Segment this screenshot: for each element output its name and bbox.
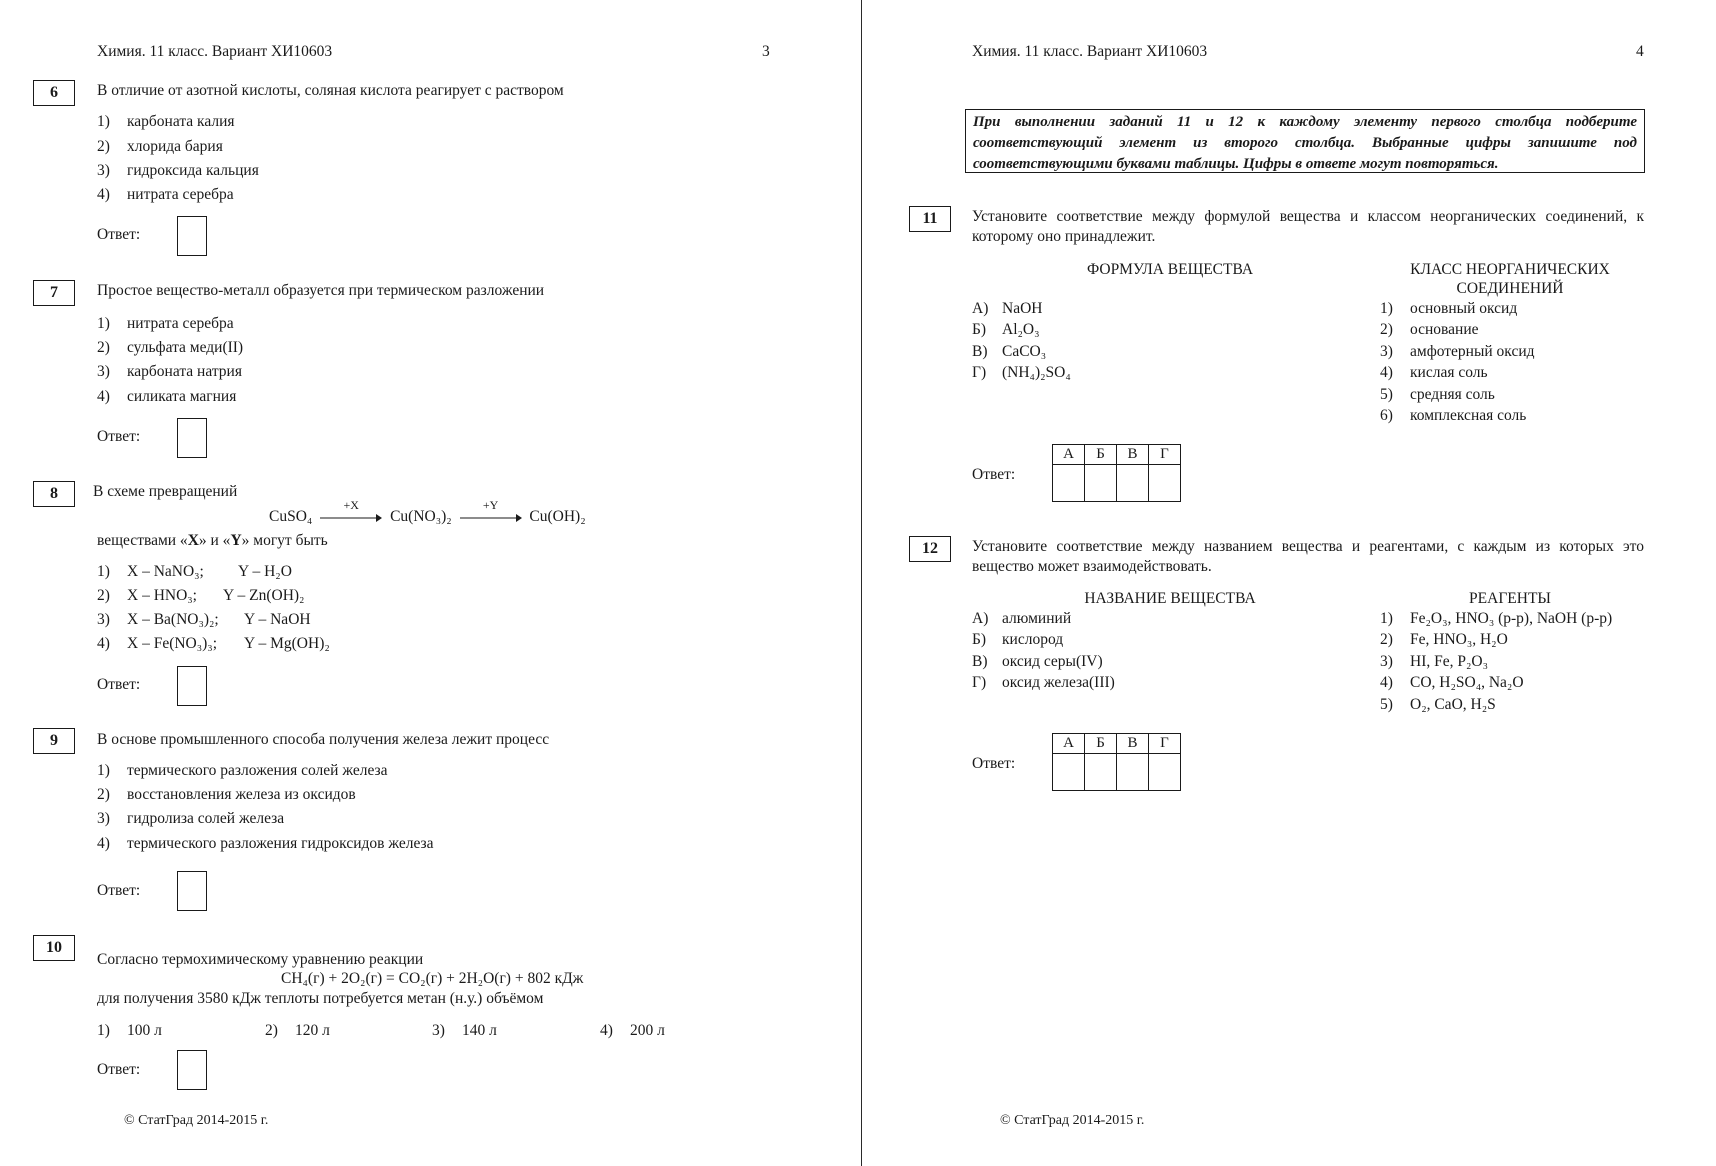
q11-right-item-2: 2) основание [1380, 321, 1479, 338]
q7-option-1[interactable]: 1) нитрата серебра [97, 315, 234, 332]
q11-left-item-b: Б) Al₂O₃ [972, 321, 1040, 338]
q12-left-item-a: А) алюминий [972, 610, 1072, 627]
q8-answer-label: Ответ: [97, 676, 141, 693]
q8-option-4[interactable]: 4) X – Fe(NO₃)₃; Y – Mg(OH)₂ [97, 635, 330, 652]
q12-right-item-3: 3) HI, Fe, P₂O₃ [1380, 653, 1488, 670]
q7-answer-label: Ответ: [97, 428, 141, 445]
q6-option-4[interactable]: 4) нитрата серебра [97, 186, 234, 203]
q8-option-2[interactable]: 2) X – HNO₃; Y – Zn(OH)₂ [97, 587, 305, 604]
q10-option-2[interactable]: 2) 120 л [265, 1022, 330, 1039]
q12-answer-label: Ответ: [972, 755, 1016, 772]
question-number-8: 8 [33, 481, 75, 507]
q10-equation: CH₄(г) + 2O₂(г) = CO₂(г) + 2H₂O(г) + 802 кДж [281, 970, 584, 987]
q12-right-item-1: 1) Fe₂O₃, HNO₃ (р-р), NaOH (р-р) [1380, 610, 1613, 627]
q6-answer-label: Ответ: [97, 226, 141, 243]
question-number-10: 10 [33, 935, 75, 961]
question-number-11: 11 [909, 206, 951, 232]
q11-answer-cell-b[interactable] [1085, 465, 1117, 502]
q6-option-2[interactable]: 2) хлорида бария [97, 138, 223, 155]
q12-col-a: А [1053, 734, 1085, 754]
left-page-footer: © СтатГрад 2014-2015 г. [124, 1113, 269, 1128]
question-10-text: Согласно термохимическому уравнению реакции [97, 951, 424, 968]
page-divider [861, 0, 862, 1166]
q8-option-1[interactable]: 1) X – NaNO₃; Y – H₂O [97, 563, 292, 580]
q12-col-c: В [1117, 734, 1149, 754]
question-8-text-2: веществами «X» и «Y» могут быть [97, 532, 328, 549]
q12-col-b: Б [1085, 734, 1117, 754]
arrow-y: +Y [460, 510, 522, 524]
q9-option-4[interactable]: 4) термического разложения гидроксидов железа [97, 835, 434, 852]
q11-col1-header: ФОРМУЛА ВЕЩЕСТВА [1086, 261, 1254, 278]
q11-answer-cell-a[interactable] [1053, 465, 1085, 502]
q11-right-item-5: 5) средняя соль [1380, 386, 1495, 403]
q11-col2-header: КЛАСС НЕОРГАНИЧЕСКИХ СОЕДИНЕНИЙ [1410, 261, 1610, 297]
q10-option-3[interactable]: 3) 140 л [432, 1022, 497, 1039]
q11-col-a: А [1053, 445, 1085, 465]
q10-answer-box[interactable] [177, 1050, 207, 1090]
q12-col-d: Г [1149, 734, 1181, 754]
q8-option-3[interactable]: 3) X – Ba(NO₃)₂; Y – NaOH [97, 611, 311, 628]
q11-left-item-a: А) NaOH [972, 300, 1043, 317]
q6-option-3[interactable]: 3) гидроксида кальция [97, 162, 259, 179]
q12-right-item-2: 2) Fe, HNO₃, H₂O [1380, 631, 1508, 648]
left-page-header: Химия. 11 класс. Вариант ХИ10603 [97, 43, 333, 60]
q11-right-item-1: 1) основный оксид [1380, 300, 1518, 317]
q7-option-3[interactable]: 3) карбоната натрия [97, 363, 242, 380]
question-9-text: В основе промышленного способа получения железа лежит процесс [97, 731, 550, 748]
q12-col1-header: НАЗВАНИЕ ВЕЩЕСТВА [1084, 590, 1256, 607]
scheme-middle: Cu(NO₃)₂ [390, 508, 452, 525]
arrow-right-icon [320, 514, 382, 522]
q11-col-c: В [1117, 445, 1149, 465]
scheme-end: Cu(OH)₂ [529, 508, 586, 525]
q11-left-item-d: Г) (NH₄)₂SO₄ [972, 364, 1071, 381]
q9-option-2[interactable]: 2) восстановления железа из оксидов [97, 786, 356, 803]
instruction-notice: При выполнении заданий 11 и 12 к каждому элементу первого столбца подберите соответствующий элемент из второго столбца. Выбранные цифры запишите под соответствующими буквами таблицы. Цифры в ответе могут повторяться. [965, 109, 1645, 173]
left-page-number: 3 [762, 43, 770, 60]
q11-right-item-4: 4) кислая соль [1380, 364, 1488, 381]
q12-answer-cell-b[interactable] [1085, 754, 1117, 791]
question-number-12: 12 [909, 536, 951, 562]
q9-option-1[interactable]: 1) термического разложения солей железа [97, 762, 388, 779]
q10-option-1[interactable]: 1) 100 л [97, 1022, 162, 1039]
q6-option-1[interactable]: 1) карбоната калия [97, 113, 235, 130]
right-page-number: 4 [1636, 43, 1644, 60]
q7-option-4[interactable]: 4) силиката магния [97, 388, 237, 405]
q11-col-b: Б [1085, 445, 1117, 465]
q8-transformation-scheme [269, 498, 586, 526]
q12-answer-cell-c[interactable] [1117, 754, 1149, 791]
q12-col2-header: РЕАГЕНТЫ [1469, 590, 1551, 607]
q9-answer-box[interactable] [177, 871, 207, 911]
question-number-6: 6 [33, 80, 75, 106]
q11-answer-cell-c[interactable] [1117, 465, 1149, 502]
q10-option-4[interactable]: 4) 200 л [600, 1022, 665, 1039]
q11-left-item-c: В) CaCO₃ [972, 343, 1047, 360]
q11-col-d: Г [1149, 445, 1181, 465]
q11-right-item-3: 3) амфотерный оксид [1380, 343, 1535, 360]
q12-right-item-5: 5) O₂, CaO, H₂S [1380, 696, 1496, 713]
q12-right-item-4: 4) CO, H₂SO₄, Na₂O [1380, 674, 1524, 691]
q8-answer-box[interactable] [177, 666, 207, 706]
question-number-7: 7 [33, 280, 75, 306]
question-7-text: Простое вещество-металл образуется при термическом разложении [97, 282, 545, 299]
q6-answer-box[interactable] [177, 216, 207, 256]
q12-left-item-c: В) оксид серы(IV) [972, 653, 1103, 670]
q7-option-2[interactable]: 2) сульфата меди(II) [97, 339, 244, 356]
q7-answer-box[interactable] [177, 418, 207, 458]
q10-answer-label: Ответ: [97, 1061, 141, 1078]
q12-left-item-b: Б) кислород [972, 631, 1064, 648]
scheme-start: CuSO₄ [269, 508, 313, 525]
q11-answer-table [1052, 444, 1181, 502]
question-12-text: Установите соответствие между названием вещества и реагентами, с каждым из которых это вещество может взаимодействовать. [972, 538, 1644, 575]
q11-right-item-6: 6) комплексная соль [1380, 407, 1527, 424]
q12-answer-table [1052, 733, 1181, 791]
q12-answer-cell-d[interactable] [1149, 754, 1181, 791]
right-page-footer: © СтатГрад 2014-2015 г. [1000, 1113, 1145, 1128]
question-11-text: Установите соответствие между формулой вещества и классом неорганических соединений, к которому оно принадлежит. [972, 208, 1644, 245]
q12-left-item-d: Г) оксид железа(III) [972, 674, 1115, 691]
question-10-text-2: для получения 3580 кДж теплоты потребуется метан (н.у.) объёмом [97, 990, 544, 1007]
q12-answer-cell-a[interactable] [1053, 754, 1085, 791]
q9-option-3[interactable]: 3) гидролиза солей железа [97, 810, 285, 827]
question-6-text: В отличие от азотной кислоты, соляная кислота реагирует с раствором [97, 82, 564, 99]
arrow-right-icon [460, 514, 522, 522]
question-number-9: 9 [33, 728, 75, 754]
q11-answer-label: Ответ: [972, 466, 1016, 483]
q9-answer-label: Ответ: [97, 882, 141, 899]
question-8-text: В схеме превращений [93, 483, 238, 500]
arrow-x: +X [320, 510, 382, 524]
q11-answer-cell-d[interactable] [1149, 465, 1181, 502]
right-page-header: Химия. 11 класс. Вариант ХИ10603 [972, 43, 1208, 60]
